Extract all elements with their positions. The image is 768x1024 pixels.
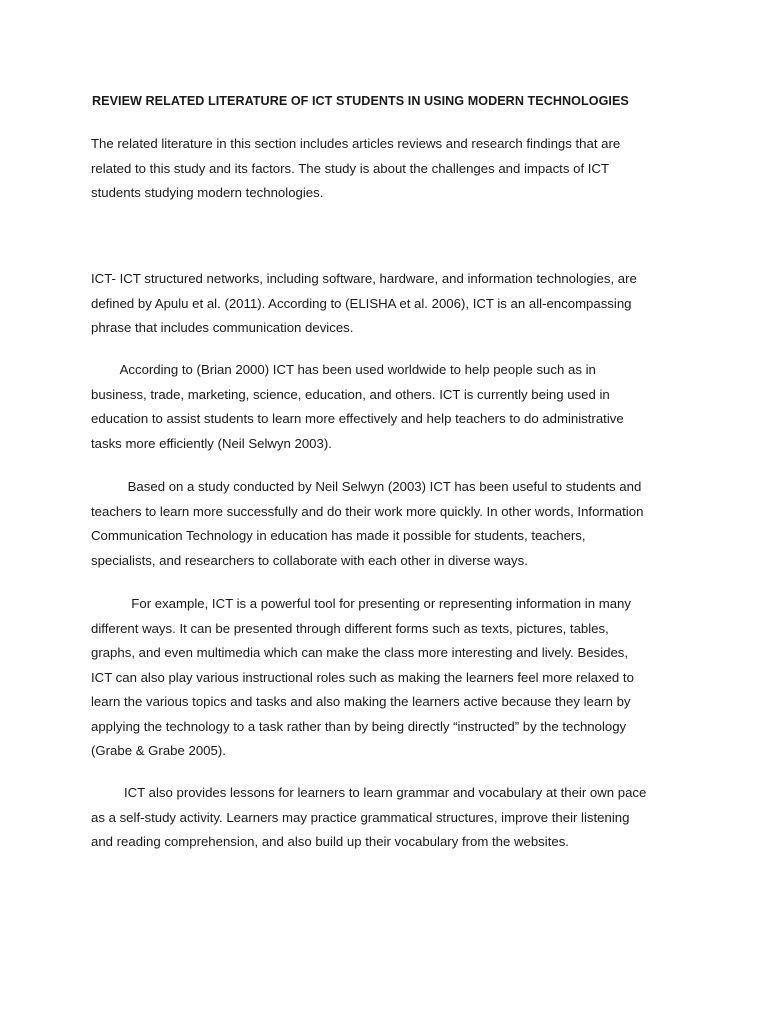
paragraph-for-example	[91, 592, 634, 764]
paragraph-line: education to assist students to learn more effectively and help teachers to do administrative	[91, 411, 624, 426]
paragraph-line: Based on a study conducted by Neil Selwyn (2003) ICT has been useful to students and	[91, 479, 642, 494]
paragraph-grammar-vocabulary	[91, 781, 646, 855]
paragraph-line: related to this study and its factors. The study is about the challenges and impacts of ICT	[91, 160, 610, 176]
paragraph-line: ICT can also play various instructional roles such as making the learners feel more relaxed to	[91, 669, 634, 685]
paragraph-ict-definition	[91, 267, 637, 341]
paragraph-line: learn the various topics and tasks and also making the learners active because they learn by	[91, 694, 631, 709]
paragraph-line: as a self-study activity. Learners may practice grammatical structures, improve their listening	[91, 809, 630, 825]
paragraph-line: defined by Apulu et al. (2011). According to (ELISHA et al. 2006), ICT is an all-encompassing	[91, 295, 632, 311]
paragraph-brian-2000	[91, 358, 624, 456]
paragraph-line: For example, ICT is a powerful tool for presenting or representing information in many	[91, 596, 631, 611]
paragraph-intro	[91, 132, 620, 206]
paragraph-line: According to (Brian 2000) ICT has been used worldwide to help people such as in	[91, 362, 596, 377]
paragraph-line: The related literature in this section includes articles reviews and research findings that are	[91, 136, 621, 151]
paragraph-line: Communication Technology in education has made it possible for students, teachers,	[91, 528, 586, 543]
paragraph-line: teachers to learn more successfully and do their work more quickly. In other words, Information	[91, 503, 644, 519]
paragraph-line: specialists, and researchers to collaborate with each other in diverse ways.	[91, 552, 528, 568]
paragraph-line: (Grabe & Grabe 2005).	[91, 743, 226, 758]
document-title: REVIEW RELATED LITERATURE OF ICT STUDENTS IN USING MODERN TECHNOLOGIES	[92, 94, 629, 108]
paragraph-line: applying the technology to a task rather than by being directly “instructed” by the technology	[91, 718, 627, 734]
paragraph-line: ICT- ICT structured networks, including software, hardware, and information technologies, are	[91, 271, 637, 286]
paragraph-line: tasks more efficiently (Neil Selwyn 2003).	[91, 435, 332, 451]
paragraph-line: and reading comprehension, and also build up their vocabulary from the websites.	[91, 834, 569, 849]
paragraph-line: graphs, and even multimedia which can make the class more interesting and lively. Besides,	[91, 645, 629, 660]
paragraph-line: phrase that includes communication devices.	[91, 320, 354, 335]
paragraph-line: ICT also provides lessons for learners to learn grammar and vocabulary at their own pace	[91, 785, 647, 800]
paragraph-line: different ways. It can be presented through different forms such as texts, pictures, tables,	[91, 620, 609, 636]
paragraph-line: students studying modern technologies.	[91, 185, 324, 200]
paragraph-neil-selwyn	[91, 475, 643, 573]
paragraph-line: business, trade, marketing, science, education, and others. ICT is currently being used in	[91, 386, 610, 402]
